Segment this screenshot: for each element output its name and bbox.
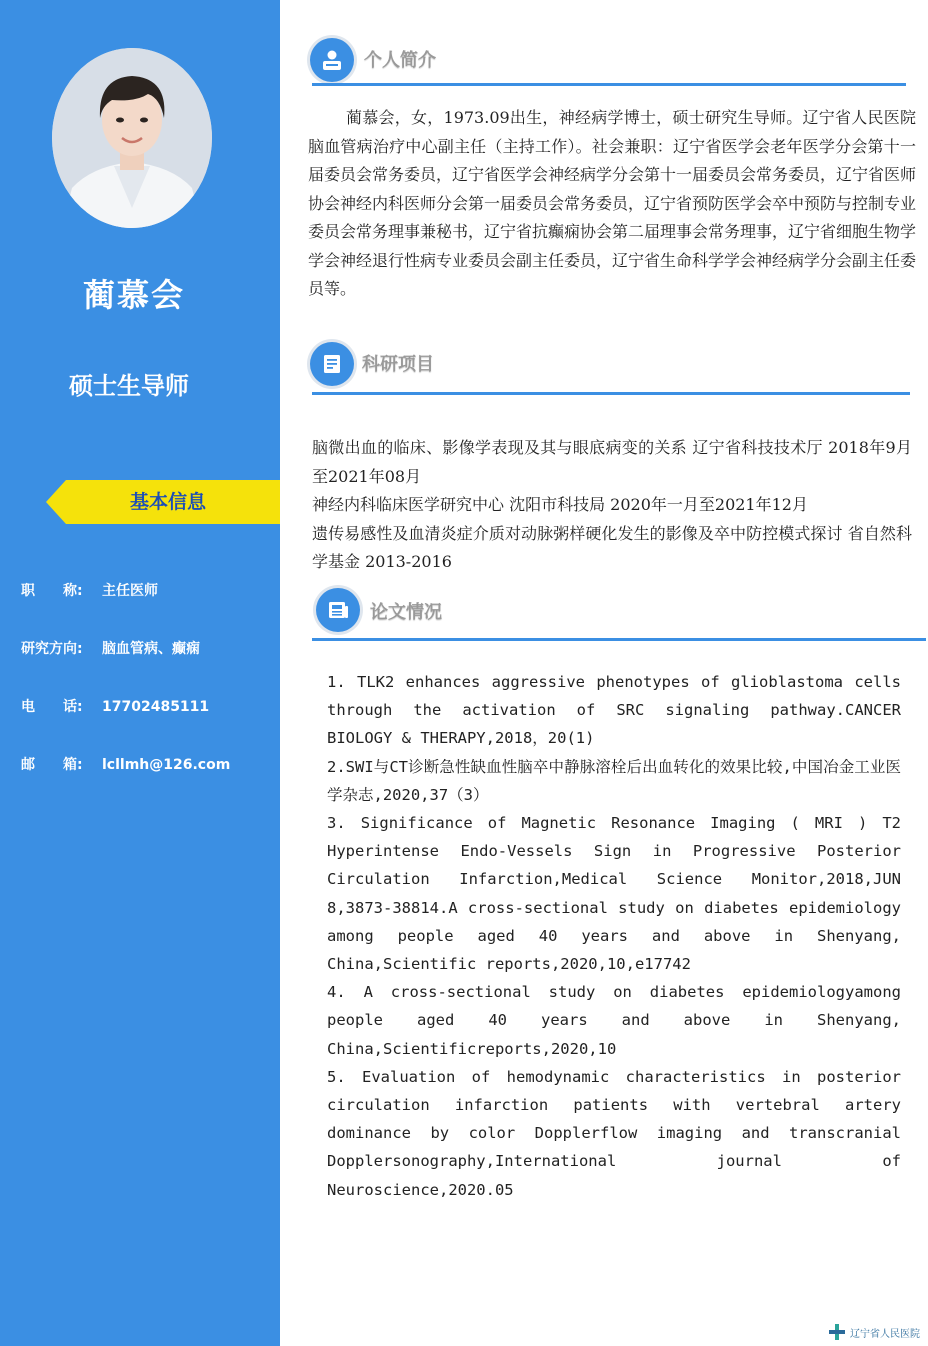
profile-name: 蔺慕会 — [82, 276, 185, 314]
papers-heading: 论文情况 — [370, 602, 442, 623]
newspaper-icon — [316, 588, 360, 632]
portrait-image — [52, 48, 212, 228]
basic-info-heading: 基本信息 — [129, 491, 206, 513]
intro-text: 蔺慕会，女，1973.09出生，神经病学博士，硕士研究生导师。辽宁省人民医院脑血管病治疗中心副主任（主持工作）。社会兼职：辽宁省医学会老年医学分会第十一届委员会常务委员，辽宁省医学会神经病学分会第十一届委员会常务委员，辽宁省医师协会神经内科医师分会第一届委员会常务委员，辽宁省预防医学会卒中预防与控制专业委员会常务理事兼秘书，辽宁省抗癫痫协会第二届理事会常务理事，辽宁省细胞生物学学会神经退行性病专业委员会副主任委员，辽宁省生命科学学会神经病学分会副主任委员等。 — [308, 108, 917, 298]
basic-info-banner — [46, 480, 280, 524]
info-phone-value: 17702485111 — [102, 699, 210, 715]
info-row-title — [21, 580, 158, 600]
paper-item: 1. TLK2 enhances aggressive phenotypes of glioblastoma cells through the activation of SRC signaling pathway.CANCER BIOLOGY & THERAPY,2018，20(1) — [327, 673, 901, 748]
info-row-email — [21, 754, 230, 774]
intro-heading: 个人简介 — [364, 50, 436, 71]
profile-role: 硕士生导师 — [69, 372, 189, 400]
info-row-phone — [21, 696, 209, 716]
info-email-label: 邮 箱: — [21, 757, 83, 773]
research-heading: 科研项目 — [362, 354, 434, 375]
paper-item: 2.SWI与CT诊断急性缺血性脑卒中静脉溶栓后出血转化的效果比较,中国冶金工业医学杂志,2020,37（3） — [327, 757, 901, 804]
person-icon — [310, 38, 354, 82]
info-row-research — [21, 638, 200, 658]
hospital-logo-icon — [828, 1323, 846, 1341]
info-research-label: 研究方向: — [21, 641, 83, 657]
info-research-value: 脑血管病、癫痫 — [102, 641, 200, 657]
paper-item: 5. Evaluation of hemodynamic characteristics in posterior circulation infarction patients with vertebral artery dominance by color Dopplerflow imaging and transcranial Dopplersonography,International journal of Neuroscience,2020.05 — [327, 1067, 901, 1199]
research-item: 神经内科临床医学研究中心 沈阳市科技局 2020年一月至2021年12月 — [312, 495, 808, 514]
research-item: 遗传易感性及血清炎症介质对动脉粥样硬化发生的影像及卒中防控模式探讨 省自然科学基金 2013-2016 — [312, 523, 912, 571]
paper-item: 3. Significance of Magnetic Resonance Imaging ( MRI ) T2 Hyperintense Endo-Vessels Sign in Progressive Posterior Circulation Infarction,Medical Science Monitor,2018,JUN 8,3873-38814.A cross-sectional study on diabetes epidemiology among people aged 40 years and above in Shenyang, China,Scientific reports,2020,10,e17742 — [327, 814, 901, 974]
papers-rule — [312, 638, 926, 641]
sidebar — [0, 0, 280, 1346]
profile-photo — [52, 48, 212, 228]
research-list — [312, 434, 912, 577]
paper-item: 4. A cross-sectional study on diabetes epidemiologyamong people aged 40 years and above in Shenyang, China,Scientificreports,2020,10 — [327, 983, 901, 1058]
intro-rule — [312, 83, 906, 86]
research-item: 脑微出血的临床、影像学表现及其与眼底病变的关系 辽宁省科技技术厅 2018年9月至2021年08月 — [312, 438, 912, 486]
papers-list — [327, 668, 901, 1204]
info-phone-label: 电 话: — [21, 699, 83, 715]
document-icon — [310, 342, 354, 386]
info-email-value[interactable]: lcllmh@126.com — [102, 757, 231, 773]
hospital-logo — [828, 1322, 920, 1342]
research-rule — [312, 392, 910, 395]
info-title-label: 职 称: — [21, 583, 83, 599]
info-title-value: 主任医师 — [102, 583, 158, 599]
hospital-logo-text: 辽宁省人民医院 — [850, 1328, 920, 1340]
